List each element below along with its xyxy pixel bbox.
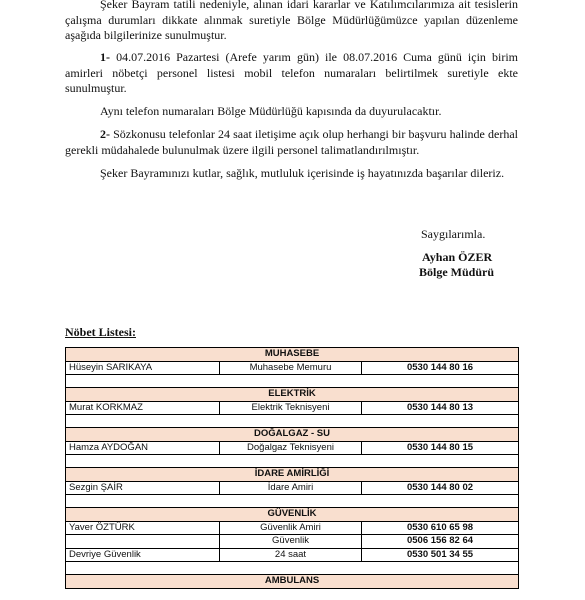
phone-cell: 0530 144 80 15	[362, 441, 519, 455]
signer-title: Bölge Müdürü	[419, 265, 495, 279]
table-row	[66, 481, 519, 495]
spacer-cell	[66, 455, 519, 468]
person-name-cell: Murat KORKMAZ	[66, 401, 220, 415]
signer-name: Ayhan ÖZER	[422, 250, 493, 264]
phone-cell: 0530 144 80 13	[362, 401, 519, 415]
table-row	[66, 535, 519, 549]
wishes-paragraph: Şeker Bayramınızı kutlar, sağlık, mutluluk içerisinde iş hayatınızda başarılar dileriz.	[100, 166, 505, 180]
duty-table	[65, 347, 519, 589]
section-title: ELEKTRİK	[66, 388, 519, 402]
person-name-cell: Devriye Güvenlik	[66, 548, 220, 562]
closing-text: Saygılarımla.	[421, 227, 486, 241]
section-header-row	[66, 348, 519, 362]
person-name-cell: Sezgin ŞAİR	[66, 481, 220, 495]
item-1-number: 1-	[100, 50, 110, 64]
section-header-row	[66, 428, 519, 442]
item-2-text: Sözkonusu telefonlar 24 saat iletişime açık olup herhangi bir başvuru halinde derhal gerekli müdahalede bulunulmak üzere ilgili personel talimatlandırılmıştır.	[65, 127, 518, 157]
role-cell: İdare Amiri	[220, 481, 362, 495]
phone-cell: 0530 501 34 55	[362, 548, 519, 562]
section-title: İDARE AMİRLİĞİ	[66, 468, 519, 482]
spacer-row	[66, 375, 519, 388]
phone-cell: 0506 156 82 64	[362, 535, 519, 549]
person-name-cell: Yaver ÖZTÜRK	[66, 521, 220, 535]
spacer-row	[66, 562, 519, 575]
item-1-text: 04.07.2016 Pazartesi (Arefe yarım gün) ile 08.07.2016 Cuma günü için birim amirleri nöbetçi personel listesi mobil telefon numaraları belirtilmek suretiyle ekte sunulmuştur.	[65, 50, 518, 95]
item-1-paragraph	[65, 50, 518, 97]
spacer-row	[66, 455, 519, 468]
role-cell: Doğalgaz Teknisyeni	[220, 441, 362, 455]
section-header-row	[66, 388, 519, 402]
spacer-row	[66, 415, 519, 428]
phones-paragraph: Aynı telefon numaraları Bölge Müdürlüğü kapısında da duyurulacaktır.	[100, 104, 442, 118]
intro-paragraph: Şeker Bayram tatili nedeniyle, alınan idari kararlar ve Katılımcılarımıza ait tesislerin çalışma durumları dikkate alınmak suretiyle Bölge Müdürlüğümüzce yapılan düzenleme aşağıda bilgilerinize sunulmuştur.	[65, 0, 518, 42]
role-cell: Güvenlik Amiri	[220, 521, 362, 535]
item-2-paragraph	[65, 127, 518, 158]
section-header-row	[66, 575, 519, 589]
table-row	[66, 361, 519, 375]
section-title: DOĞALGAZ - SU	[66, 428, 519, 442]
phone-cell: 0530 610 65 98	[362, 521, 519, 535]
spacer-cell	[66, 415, 519, 428]
role-cell: 24 saat	[220, 548, 362, 562]
section-title: GÜVENLİK	[66, 508, 519, 522]
person-name-cell: Hüseyin SARIKAYA	[66, 361, 220, 375]
phone-cell: 0530 144 80 16	[362, 361, 519, 375]
table-row	[66, 548, 519, 562]
table-row	[66, 401, 519, 415]
role-cell: Güvenlik	[220, 535, 362, 549]
role-cell: Elektrik Teknisyeni	[220, 401, 362, 415]
person-name-cell: Hamza AYDOĞAN	[66, 441, 220, 455]
person-name-cell	[66, 535, 220, 549]
section-title: MUHASEBE	[66, 348, 519, 362]
item-2-number: 2-	[100, 127, 110, 141]
section-title: AMBULANS	[66, 575, 519, 589]
table-row	[66, 521, 519, 535]
section-header-row	[66, 508, 519, 522]
table-row	[66, 441, 519, 455]
spacer-row	[66, 495, 519, 508]
phone-cell: 0530 144 80 02	[362, 481, 519, 495]
spacer-cell	[66, 375, 519, 388]
section-header-row	[66, 468, 519, 482]
spacer-cell	[66, 562, 519, 575]
duty-list-title: Nöbet Listesi:	[65, 325, 136, 339]
spacer-cell	[66, 495, 519, 508]
role-cell: Muhasebe Memuru	[220, 361, 362, 375]
